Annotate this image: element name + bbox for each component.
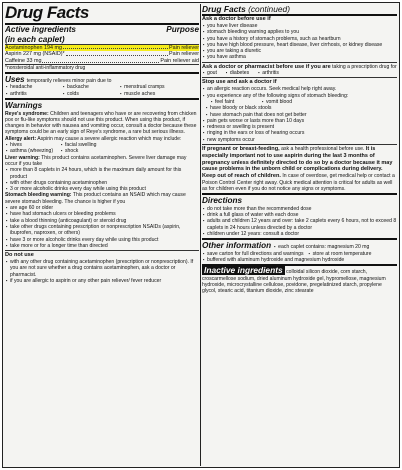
right-column xyxy=(202,4,397,466)
stomach-warning: Stomach bleeding warning: This product contains an NSAID which may cause severe stomach bleeding. The chance is higher if you xyxy=(5,192,186,205)
ask-pharmacist: Ask a doctor or pharmacist before use if you are taking a prescription drug for xyxy=(202,63,397,70)
list-item: ▪ shock xyxy=(60,148,115,154)
list-item: ▪ colds xyxy=(62,91,119,97)
list-item: ▪ have stomach pain that does not get better xyxy=(202,112,397,118)
list-item: ▪ you have high blood pressure, heart disease, liver cirrhosis, or kidney disease xyxy=(202,42,397,48)
inactive-ingredients: Inactive ingredients colloidal silicon dioxide, corn starch, croscarmellose sodium, dried aluminum hydroxide gel, hypromellose, magnesium hydroxide, microcrystalline cellulose, povidone, pregelatinized starch, propylene glycol, stearic acid, titanium dioxide, zinc stearate xyxy=(202,265,386,295)
list-item: ▪ save carton for full directions and warnings xyxy=(202,251,304,257)
list-item: ▪ feel faint xyxy=(210,99,261,105)
list-item: ▪ do not take more than the recommended dose xyxy=(202,206,397,212)
list-item: ▪ have had stomach ulcers or bleeding problems xyxy=(5,211,199,217)
list-item: ▪ diabetes xyxy=(225,70,249,76)
list-item: ▪ adults and children 12 years and over: take 2 caplets every 6 hours, not to exceed 8 caplets in 24 hours unless directed by a doctor xyxy=(202,218,397,231)
list-item: ▪ take more or for a longer time than directed xyxy=(5,243,199,251)
list-item: ▪ asthma (wheezing) xyxy=(5,148,60,154)
drug-facts-label xyxy=(2,2,400,468)
list-item: ▪ pain gets worse or lasts more than 10 days xyxy=(202,118,397,124)
list-item: ▪ take a blood thinning (anticoagulant) or steroid drug xyxy=(5,218,199,224)
list-item: ▪ gout xyxy=(202,70,217,76)
list-item: ▪ drink a full glass of water with each dose xyxy=(202,212,397,218)
list-item: ▪ you have liver disease xyxy=(202,23,397,29)
list-item: ▪ an allergic reaction occurs. Seek medical help right away. xyxy=(202,86,397,92)
ingredient-row: Aspirin 227 mg (NSAID)* Pain reliever xyxy=(5,51,199,58)
allergy-list xyxy=(5,142,115,155)
list-item: ▪ with any other drug containing acetaminophen (prescription or nonprescription). If you are not sure whether a drug contains acetaminophen, ask a doctor or pharmacist. xyxy=(5,259,199,278)
nsaid-footnote: *nonsteroidal anti-inflammatory drug xyxy=(5,64,199,74)
list-item: ▪ you have asthma xyxy=(202,54,397,62)
list-item: ▪ hives xyxy=(5,142,60,148)
list-item: ▪ are age 60 or older xyxy=(5,205,199,211)
uses-list xyxy=(5,84,199,100)
warnings-title: Warnings xyxy=(5,101,43,111)
list-item: ▪ children under 12 years: consult a doctor xyxy=(202,231,397,240)
list-item: ▪ 3 or more alcoholic drinks every day while using this product xyxy=(5,186,199,192)
pregnancy-warning: If pregnant or breast-feeding, ask a health professional before use. It is especially important not to use aspirin during the last 3 months of pregnancy unless definitely directed to do so by a doctor because it may cause problems in the unborn child or complications during delivery. xyxy=(202,146,393,173)
do-not-use-title: Do not use xyxy=(5,252,34,259)
list-item: ▪ you have a history of stomach problems, such as heartburn xyxy=(202,36,397,42)
ingredient-row: Acetaminophen 194 mg Pain reliever xyxy=(5,44,199,51)
list-item: ▪ have bloody or black stools xyxy=(202,105,397,111)
keep-out-of-reach: Keep out of reach of children. In case of overdose, get medical help or contact a Poison Control Center right away. Quick medical attention is critical for adults as well as for children even if you do not notice any signs or symptoms. xyxy=(202,173,397,195)
inactive-ingredients-title: Inactive ingredients xyxy=(204,265,283,276)
list-item: ▪ store at room temperature xyxy=(308,251,372,257)
uses-title: Uses xyxy=(5,74,25,84)
list-item: ▪ redness or swelling is present xyxy=(202,124,397,130)
stop-use-title: Stop use and ask a doctor if xyxy=(202,79,277,86)
list-item: ▪ buffered with aluminum hydroxide and magnesium hydroxide xyxy=(202,257,397,266)
other-information: Other information ▪ each caplet contains: magnesium 20 mg xyxy=(202,241,397,251)
list-item: ▪ each caplet contains: magnesium 20 mg xyxy=(273,244,369,250)
active-ingredients-sub: (in each caplet) xyxy=(5,35,199,45)
list-item: ▪ with other drugs containing acetaminophen xyxy=(5,180,199,186)
list-item: ▪ take other drugs containing prescription or nonprescription NSAIDs (aspirin, ibuprofen, naproxen, or others) xyxy=(5,224,199,237)
list-item: ▪ facial swelling xyxy=(60,142,115,148)
page-title: Drug Facts xyxy=(5,4,89,22)
list-item: ▪ ringing in the ears or loss of hearing occurs xyxy=(202,130,397,136)
list-item: ▪ muscle aches xyxy=(119,91,199,97)
list-item: ▪ vomit blood xyxy=(261,99,312,105)
allergy-alert: Allergy alert: Aspirin may cause a severe allergic reaction which may include: xyxy=(5,135,182,142)
list-item: ▪ have 3 or more alcoholic drinks every day while using this product xyxy=(5,237,199,243)
reye-warning: Reye's syndrome: Children and teenagers who have or are recovering from chicken pox or flu-like symptoms should not use this product. When using this product, if changes in behavior with nausea and vomiting occur, consult a doctor because these symptoms could be an early sign of Reye's syndrome, a rare but serious illness. xyxy=(5,110,197,136)
ask-pharmacist-list xyxy=(202,70,397,78)
active-ingredients-heading: Active ingredients Purpose xyxy=(5,25,199,34)
directions-title: Directions xyxy=(202,196,243,206)
uses-section: Uses temporarily relieves minor pain due to xyxy=(5,74,112,84)
list-item: ▪ you experience any of the following signs of stomach bleeding: xyxy=(202,93,397,99)
continued-title: Drug Facts (continued) xyxy=(202,4,397,16)
ingredient-row: Caffeine 33 mg Pain reliever aid xyxy=(5,57,199,64)
list-item: ▪ headache xyxy=(5,84,62,90)
list-item: ▪ arthritis xyxy=(257,70,279,76)
list-item: ▪ you are taking a diuretic xyxy=(202,48,397,54)
list-item: ▪ more than 8 caplets in 24 hours, which is the maximum daily amount for this product xyxy=(5,167,199,180)
list-item: ▪ arthritis xyxy=(5,91,62,97)
ask-doctor-title: Ask a doctor before use if xyxy=(202,16,271,22)
list-item: ▪ if you are allergic to aspirin or any other pain reliever/ fever reducer xyxy=(5,278,199,284)
list-item: ▪ stomach bleeding warning applies to you xyxy=(202,29,397,35)
liver-warning: Liver warning: This product contains acetaminophen. Severe liver damage may occur if you take xyxy=(5,154,187,167)
list-item: ▪ menstrual cramps xyxy=(119,84,199,90)
list-item: ▪ backache xyxy=(62,84,119,90)
left-column xyxy=(5,4,199,466)
purpose-heading: Purpose xyxy=(166,25,199,34)
list-item: ▪ new symptoms occur xyxy=(202,137,397,145)
